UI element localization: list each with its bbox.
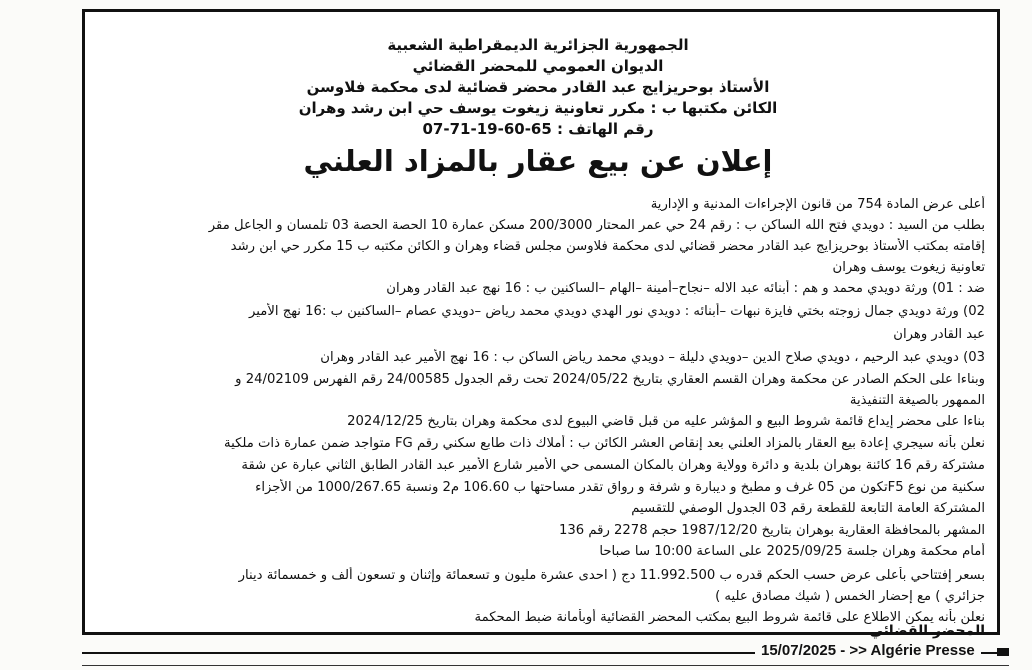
footer-end-block: [997, 648, 1009, 656]
body-line: 03) دويدي عبد الرحيم ، دويدي صلاح الدين –دويدي دليلة – دويدي محمد رياض الساكن ب : 16 نهج الأمير عبد القادر وهران: [320, 350, 985, 365]
body-line: بسعر إفتتاحي بأعلى عرض حسب الحكم قدره ب 11.992.500 دج ( احدى عشرة مليون و تسعمائة وإثنان و تسعون ألف و خمسمائة دينار: [238, 568, 985, 583]
body-line: المشهر بالمحافظة العقارية بوهران بتاريخ 1987/12/20 حجم 2278 رقم 136: [559, 523, 985, 538]
body-line: عبد القادر وهران: [893, 327, 985, 342]
notice-title: إعلان عن بيع عقار بالمزاد العلني: [303, 144, 773, 178]
body-line: بطلب من السيد : دويدي فتح الله الساكن ب : رقم 24 حي عمر المحتار 200/3000 مسكن عمارة 10 الحصة الحصة 03 تلمسان و الجاعل مقر: [208, 218, 985, 233]
body-line: جزائري ) مع إحضار الخمس ( شيك مصادق عليه ): [715, 589, 985, 604]
notice-content: [91, 12, 985, 639]
body-line: نعلن بأنه سيجري إعادة بيع العقار بالمزاد العلني بعد إنقاص العشر الكائن ب : أملاك ذات طابع سكني رقم FG متواجد ضمن عمارة ذات ملكية: [224, 436, 985, 451]
signature-label: المحضر القضائي: [869, 623, 985, 639]
body-line: تعاونية زيغوت يوسف وهران: [832, 260, 985, 275]
footer-source: 15/07/2025 - >> Algérie Presse: [755, 642, 981, 659]
header-republic: الجمهورية الجزائرية الديمقراطية الشعبية: [387, 36, 689, 54]
body-line: ضد : 01) ورثة دويدي محمد و هم : أبنائه عبد الاله –نجاح–أمينة –الهام –الساكنين ب : 16 نهج عبد القادر وهران: [386, 281, 985, 296]
body-line: بناءا على محضر إيداع قائمة شروط البيع و المؤشر عليه من قبل قاضي البيوع لدى محكمة وهران بتاريخ 2024/12/25: [347, 414, 985, 429]
body-line: سكنية من نوع F5تكون من 05 غرف و مطبخ و ديبارة و شرفة و رواق تقدر مساحتها ب 106.60 م2 ونسبة 1000/267.65 من الأجزاء: [255, 480, 985, 495]
body-line: الممهور بالصيغة التنفيذية: [849, 393, 985, 408]
notice-frame: [82, 9, 1000, 639]
body-line: المشتركة العامة التابعة للقطعة رقم 03 الجدول الوصفي للتقسيم: [631, 501, 985, 516]
header-bailiff: الأستاذ بوحريزايج عبد القادر محضر قضائية لدى محكمة فلاوسن: [306, 78, 770, 96]
body-line: أعلى عرض المادة 754 من قانون الإجراءات المدنية و الإدارية: [650, 197, 985, 212]
body-line: مشتركة رقم 16 كائنة بوهران بلدية و دائرة وولاية وهران بالمكان المسمى حي الأمير شارع الأمير عبد القادر الطابق الثاني عبارة عن شقة: [241, 458, 985, 473]
body-line: أمام محكمة وهران جلسة 2025/09/25 على الساعة 10:00 سا صباحا: [599, 544, 985, 559]
header-office: الديوان العمومي للمحضر القضائي: [412, 57, 664, 75]
body-line: نعلن بأنه يمكن الاطلاع على قائمة شروط البيع بمكتب المحضر القضائية أوبأمانة ضبط المحكمة: [474, 610, 985, 625]
body-line: 02) ورثة دويدي جمال زوجته بختي فايزة نبهات –أبنائه : دويدي نور الهدي دويدي محمد رياض –دويدي عصام –الساكنين ب :16 نهج الأمير: [249, 304, 985, 319]
body-line: وبناءا على الحكم الصادر عن محكمة وهران القسم العقاري بتاريخ 2024/05/22 تحت رقم الجدول 24/00585 رقم الفهرس 24/02109 و: [235, 372, 985, 387]
header-address: الكائن مكتبها ب : مكرر تعاونية زيغوت يوسف حي ابن رشد وهران: [298, 99, 778, 117]
header-phone: رقم الهاتف : 65-60-19-71-07: [422, 120, 654, 138]
bottom-rule: [82, 665, 1009, 666]
body-line: إقامته بمكتب الأستاذ بوحريزايج عبد القادر محضر قضائي لدى محكمة فلاوسن مجلس قضاء وهران و الكائن مكتبه ب 15 مكرر حي ابن رشد: [230, 239, 985, 254]
